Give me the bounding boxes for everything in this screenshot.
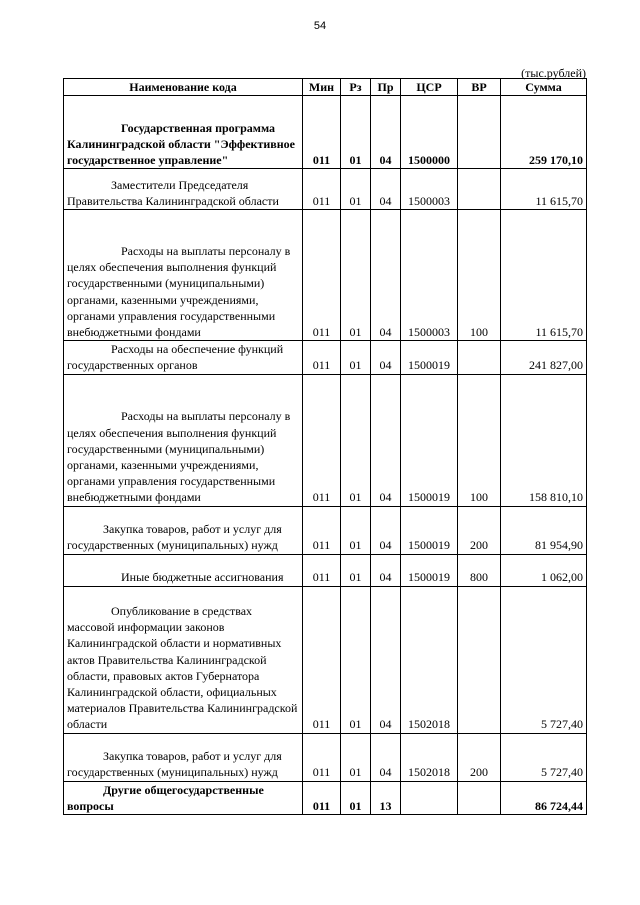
header-vr: ВР xyxy=(458,79,501,96)
row-pr: 04 xyxy=(371,554,401,586)
row-pr: 04 xyxy=(371,506,401,554)
row-pr: 04 xyxy=(371,169,401,210)
row-name: Расходы на выплаты персоналу в целях обеспечения выполнения функций государственными (муниципальными) органами, казенными учреждениями, органами управления государственными внебюджетными фондами xyxy=(64,210,303,341)
row-csr: 1500019 xyxy=(401,554,458,586)
row-rz: 01 xyxy=(341,586,371,733)
table-row xyxy=(64,781,587,814)
table-row xyxy=(64,210,587,341)
header-min: Мин xyxy=(303,79,341,96)
row-name: Государственная программа Калининградской области "Эффективное государственное управление" xyxy=(64,96,303,169)
row-name: Заместители Председателя Правительства Калининградской области xyxy=(64,169,303,210)
row-vr: 800 xyxy=(458,554,501,586)
row-vr: 100 xyxy=(458,374,501,506)
row-rz: 01 xyxy=(341,169,371,210)
row-pr: 04 xyxy=(371,96,401,169)
table-row xyxy=(64,341,587,374)
row-min: 011 xyxy=(303,341,341,374)
row-rz: 01 xyxy=(341,341,371,374)
row-sum: 86 724,44 xyxy=(501,781,587,814)
table-row xyxy=(64,169,587,210)
row-vr xyxy=(458,169,501,210)
row-name: Иные бюджетные ассигнования xyxy=(64,554,303,586)
units-label: (тыс.рублей) xyxy=(521,66,586,80)
table-row xyxy=(64,506,587,554)
row-sum: 81 954,90 xyxy=(501,506,587,554)
row-rz: 01 xyxy=(341,374,371,506)
table-row xyxy=(64,586,587,733)
row-name: Опубликование в средствах массовой информации законов Калининградской области и нормативных актов Правительства Калининградской области, правовых актов Губернатора Калининградской области, официальных материалов Правительства Калининградской области xyxy=(64,586,303,733)
row-sum: 5 727,40 xyxy=(501,586,587,733)
row-name: Закупка товаров, работ и услуг для государственных (муниципальных) нужд xyxy=(64,733,303,781)
row-csr: 1500019 xyxy=(401,506,458,554)
row-csr: 1500019 xyxy=(401,341,458,374)
row-sum: 259 170,10 xyxy=(501,96,587,169)
header-csr: ЦСР xyxy=(401,79,458,96)
header-rz: Рз xyxy=(341,79,371,96)
page-number: 54 xyxy=(313,20,327,32)
budget-table xyxy=(63,78,587,815)
row-rz: 01 xyxy=(341,506,371,554)
header-sum: Сумма xyxy=(501,79,587,96)
row-csr: 1500003 xyxy=(401,169,458,210)
row-pr: 04 xyxy=(371,374,401,506)
table-row xyxy=(64,554,587,586)
row-pr: 04 xyxy=(371,210,401,341)
row-min: 011 xyxy=(303,586,341,733)
row-rz: 01 xyxy=(341,781,371,814)
row-min: 011 xyxy=(303,506,341,554)
row-vr: 100 xyxy=(458,210,501,341)
row-rz: 01 xyxy=(341,96,371,169)
row-vr xyxy=(458,586,501,733)
row-rz: 01 xyxy=(341,210,371,341)
row-sum: 158 810,10 xyxy=(501,374,587,506)
row-vr: 200 xyxy=(458,733,501,781)
row-sum: 241 827,00 xyxy=(501,341,587,374)
row-csr: 1500000 xyxy=(401,96,458,169)
row-csr xyxy=(401,781,458,814)
row-pr: 13 xyxy=(371,781,401,814)
row-csr: 1502018 xyxy=(401,733,458,781)
row-pr: 04 xyxy=(371,586,401,733)
row-name: Закупка товаров, работ и услуг для государственных (муниципальных) нужд xyxy=(64,506,303,554)
row-rz: 01 xyxy=(341,554,371,586)
row-rz: 01 xyxy=(341,733,371,781)
row-min: 011 xyxy=(303,733,341,781)
row-vr xyxy=(458,781,501,814)
row-csr: 1500003 xyxy=(401,210,458,341)
row-min: 011 xyxy=(303,374,341,506)
row-name: Расходы на выплаты персоналу в целях обеспечения выполнения функций государственными (муниципальными) органами, казенными учреждениями, органами управления государственными внебюджетными фондами xyxy=(64,374,303,506)
row-vr xyxy=(458,96,501,169)
row-vr: 200 xyxy=(458,506,501,554)
row-min: 011 xyxy=(303,169,341,210)
row-sum: 11 615,70 xyxy=(501,210,587,341)
row-name: Другие общегосударственные вопросы xyxy=(64,781,303,814)
table-row xyxy=(64,96,587,169)
row-sum: 1 062,00 xyxy=(501,554,587,586)
table-row xyxy=(64,733,587,781)
row-name: Расходы на обеспечение функций государственных органов xyxy=(64,341,303,374)
row-csr: 1502018 xyxy=(401,586,458,733)
row-min: 011 xyxy=(303,781,341,814)
row-min: 011 xyxy=(303,554,341,586)
row-min: 011 xyxy=(303,96,341,169)
table-header-row xyxy=(64,79,587,96)
header-pr: Пр xyxy=(371,79,401,96)
row-sum: 11 615,70 xyxy=(501,169,587,210)
header-name: Наименование кода xyxy=(64,79,303,96)
row-min: 011 xyxy=(303,210,341,341)
row-csr: 1500019 xyxy=(401,374,458,506)
row-pr: 04 xyxy=(371,733,401,781)
row-vr xyxy=(458,341,501,374)
row-sum: 5 727,40 xyxy=(501,733,587,781)
row-pr: 04 xyxy=(371,341,401,374)
table-row xyxy=(64,374,587,506)
